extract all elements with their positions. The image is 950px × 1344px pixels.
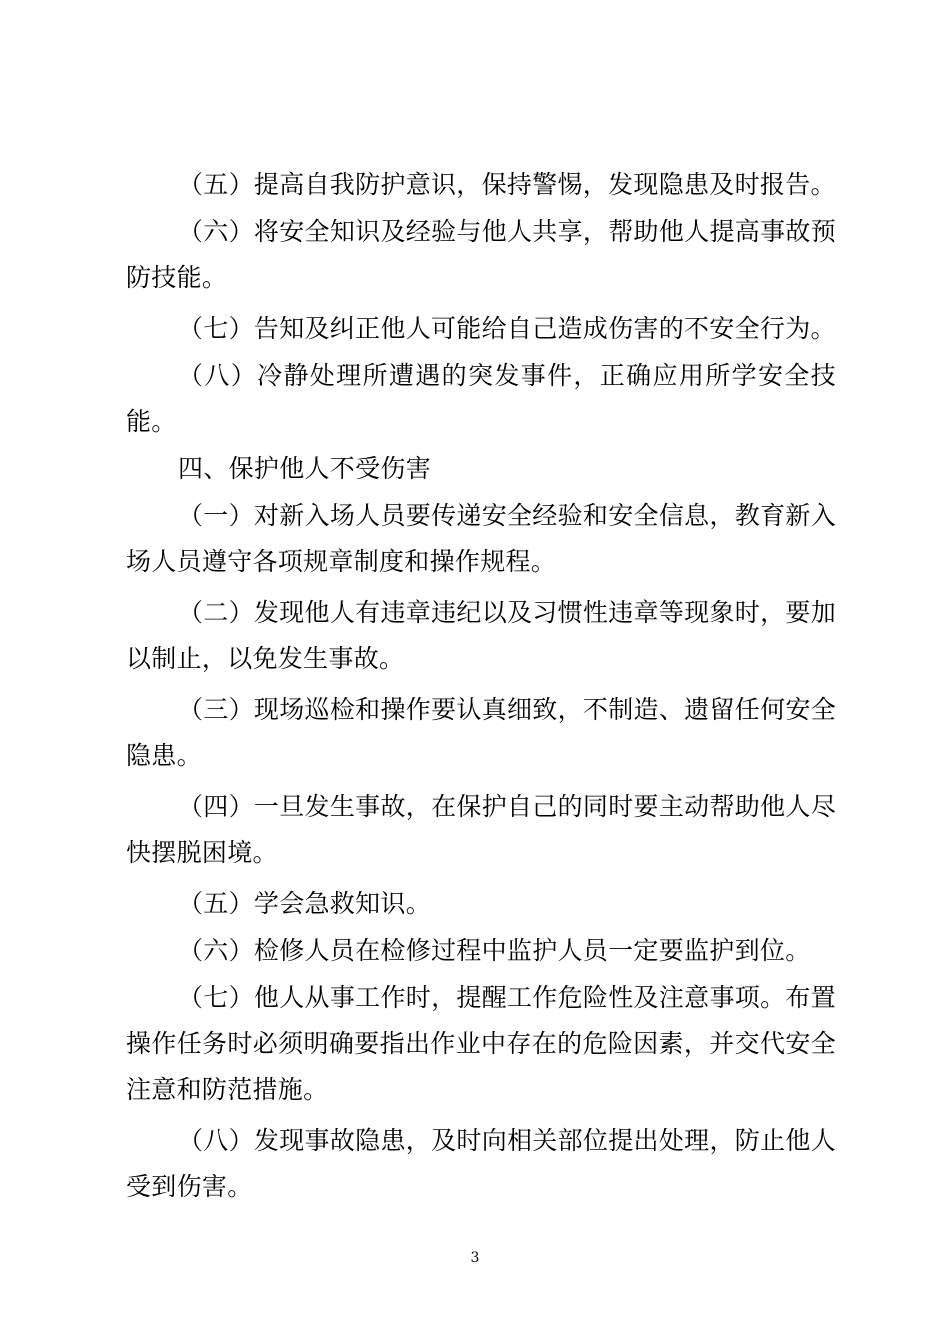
paragraph-5-self-protection: （五）提高自我防护意识，保持警惕，发现隐患及时报告。 — [178, 170, 836, 199]
paragraph-6-supervision: （六）检修人员在检修过程中监护人员一定要监护到位。 — [178, 936, 811, 965]
paragraph-5-first-aid: （五）学会急救知识。 — [178, 889, 432, 918]
paragraph-7-hazard-briefing: （七）他人从事工作时，提醒工作危险性及注意事项。布置操作任务时必须明确要指出作业中存在的危险因素，并交代安全注意和防范措施。 — [126, 983, 836, 1104]
paragraph-1-new-staff: （一）对新入场人员要传递安全经验和安全信息，教育新入场人员遵守各项规章制度和操作规程。 — [126, 501, 836, 576]
paragraph-3-inspection: （三）现场巡检和操作要认真细致，不制造、遗留任何安全隐患。 — [126, 695, 836, 770]
section-heading-protect-others: 四、保护他人不受伤害 — [178, 454, 432, 483]
paragraph-4-accident-help: （四）一旦发生事故，在保护自己的同时要主动帮助他人尽快摆脱困境。 — [126, 792, 836, 867]
paragraph-8-report-hazards: （八）发现事故隐患，及时向相关部位提出处理，防止他人受到伤害。 — [126, 1126, 836, 1201]
paragraph-7-correct-others: （七）告知及纠正他人可能给自己造成伤害的不安全行为。 — [178, 314, 836, 343]
page-number: 3 — [470, 1250, 480, 1266]
paragraph-8-emergency-handling: （八）冷静处理所遭遇的突发事件，正确应用所学安全技能。 — [126, 361, 836, 436]
document-body — [126, 162, 836, 1210]
paragraph-6-share-knowledge: （六）将安全知识及经验与他人共享，帮助他人提高事故预防技能。 — [126, 217, 836, 292]
paragraph-2-stop-violations: （二）发现他人有违章违纪以及习惯性违章等现象时，要加以制止，以免发生事故。 — [126, 598, 836, 673]
